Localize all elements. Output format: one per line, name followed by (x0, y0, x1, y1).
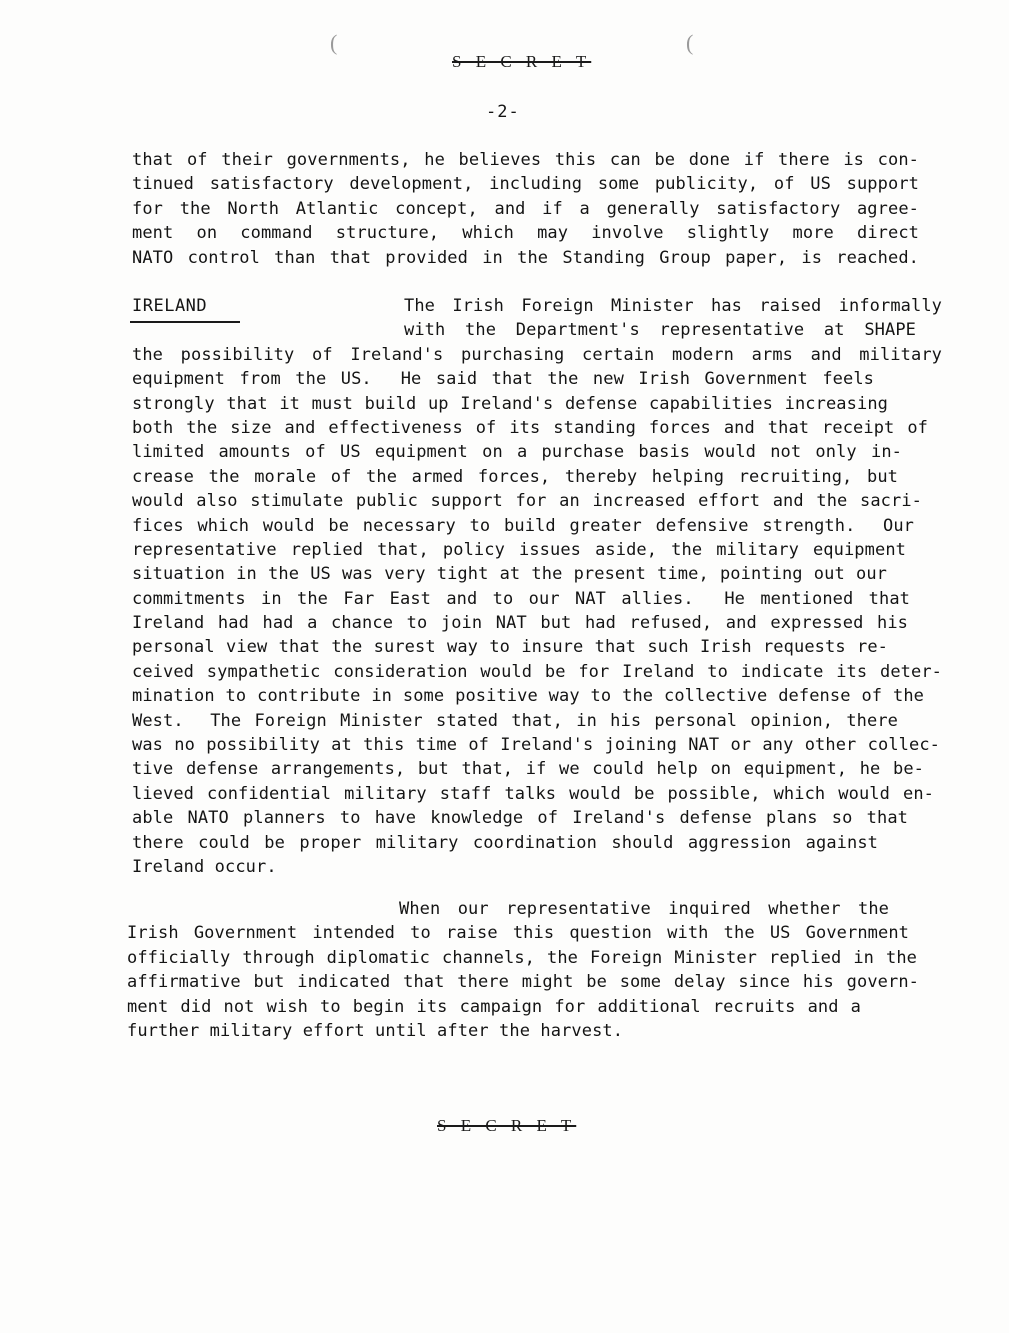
paragraph-line: affirmative but indicated that there might be some delay since his govern- (127, 972, 919, 993)
page-number: -2- (486, 102, 520, 122)
paragraph-line: officially through diplomatic channels, the Foreign Minister replied in the (127, 947, 917, 968)
paragraph-line: strongly that it must build up Ireland's defense capabilities increasing (132, 393, 888, 414)
paragraph-line: the possibility of Ireland's purchasing certain modern arms and military (132, 344, 942, 365)
paragraph-line: would also stimulate public support for an increased effort and the sacri- (132, 491, 922, 512)
paragraph-line: ment did not wish to begin its campaign for additional recruits and a (127, 996, 861, 1017)
paragraph-line: for the North Atlantic concept, and if a generally satisfactory agree- (132, 198, 919, 219)
paragraph-line: limited amounts of US equipment on a purchase basis would not only in- (132, 442, 902, 463)
header-classification: S E C R E T (452, 52, 592, 71)
paragraph-line: The Irish Foreign Minister has raised informally (404, 296, 942, 316)
scan-mark-left: ( (330, 30, 338, 55)
paragraph-line: equipment from the US. He said that the new Irish Government feels (132, 369, 874, 390)
paragraph-line: Ireland occur. (132, 856, 277, 877)
paragraph-line: was no possibility at this time of Ireland's joining NAT or any other collec- (132, 735, 940, 756)
paragraph-line: there could be proper military coordination should aggression against (132, 832, 878, 853)
ireland-paragraph (132, 294, 942, 879)
footer-classification: S E C R E T (437, 1116, 577, 1135)
followup-paragraph (127, 897, 919, 1043)
paragraph-line: Irish Government intended to raise this question with the US Government (127, 923, 909, 944)
paragraph-line: personal view that the surest way to insure that such Irish requests re- (132, 637, 888, 658)
paragraph-line: representative replied that, policy issues aside, the military equipment (132, 539, 906, 560)
paragraph-line: tive defense arrangements, but that, if we could help on equipment, he be- (132, 759, 924, 780)
paragraph-line: able NATO planners to have knowledge of Ireland's defense plans so that (132, 808, 908, 829)
paragraph-line: crease the morale of the armed forces, thereby helping recruiting, but (132, 466, 898, 487)
paragraph-line: situation in the US was very tight at the present time, pointing out our (132, 564, 887, 585)
paragraph-line: Ireland had had a chance to join NAT but had refused, and expressed his (132, 613, 908, 634)
paragraph-line: fices which would be necessary to build greater defensive strength. Our (132, 515, 914, 536)
paragraph-line: NATO control than that provided in the Standing Group paper, is reached. (132, 247, 919, 268)
paragraph-line: mination to contribute in some positive way to the collective defense of the (132, 686, 924, 707)
section-heading-ireland: IRELAND (132, 296, 208, 316)
paragraph-line: tinued satisfactory development, including some publicity, of US support (132, 174, 919, 195)
paragraph-line: West. The Foreign Minister stated that, in his personal opinion, there (132, 710, 898, 731)
paragraph-line: that of their governments, he believes this can be done if there is con- (132, 150, 919, 170)
intro-paragraph (132, 148, 919, 270)
paragraph-line: lieved confidential military staff talks would be possible, which would en- (132, 783, 934, 804)
paragraph-line: with the Department's representative at SHAPE (404, 320, 916, 341)
paragraph-line: ceived sympathetic consideration would be for Ireland to indicate its deter- (132, 661, 942, 682)
scan-mark-right: ( (686, 30, 694, 55)
paragraph-line: When our representative inquired whether the (399, 899, 889, 919)
paragraph-line: ment on command structure, which may involve slightly more direct (132, 223, 919, 244)
paragraph-line: both the size and effectiveness of its standing forces and that receipt of (132, 417, 928, 438)
paragraph-line: further military effort until after the harvest. (127, 1020, 624, 1041)
paragraph-line: commitments in the Far East and to our NAT allies. He mentioned that (132, 588, 910, 609)
